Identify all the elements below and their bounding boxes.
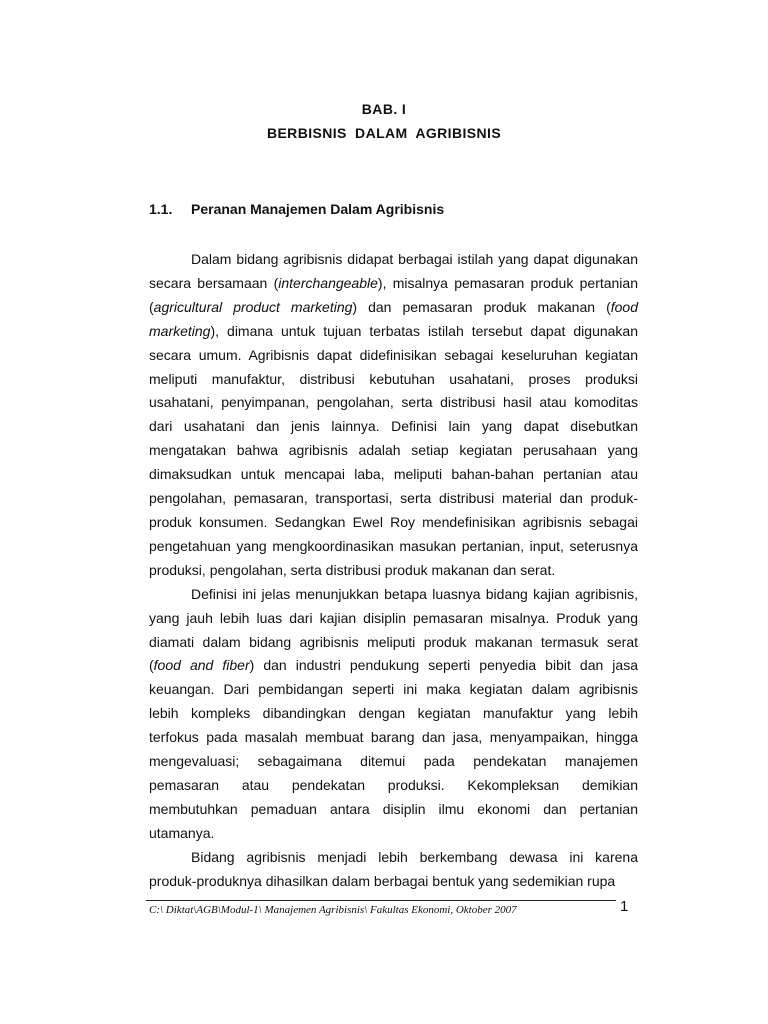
body-line: secara umum. Agribisnis dapat didefinisikan sebagai keseluruhan kegiatan [149, 346, 638, 363]
body-line: pengolahan, pemasaran, transportasi, serta distribusi material dan produk- [149, 490, 638, 507]
section-number: 1.1. [149, 201, 173, 217]
body-line: produksi, pengolahan, serta distribusi produk makanan dan serat. [149, 561, 556, 578]
body-line: pengetahuan yang mengkoordinasikan masukan pertanian, input, seterusnya [149, 537, 638, 554]
body-line: produk konsumen. Sedangkan Ewel Roy mendefinisikan agribisnis sebagai [149, 513, 638, 530]
footer-divider [146, 900, 616, 901]
body-line: produk-produknya dihasilkan dalam berbagai bentuk yang sedemikian rupa [149, 872, 616, 889]
body-line: dimaksudkan untuk mencapai laba, meliputi bahan-bahan pertanian atau [149, 466, 638, 483]
body-line: lebih kompleks dibandingkan dengan kegiatan manufaktur yang lebih [149, 705, 638, 722]
body-line: keuangan. Dari pembidangan seperti ini maka kegiatan dalam agribisnis [149, 681, 638, 698]
body-text [149, 248, 638, 893]
body-line: diamati dalam bidang agribisnis meliputi produk makanan termasuk serat [149, 633, 638, 650]
body-line: secara bersamaan (interchangeable), misalnya pemasaran produk pertanian [149, 274, 638, 291]
italic-term: food and fiber [153, 657, 250, 674]
chapter-title: BERBISNIS DALAM AGRIBISNIS [266, 125, 502, 141]
footer-file-path: C:\ Diktat\AGB\Modul-1\ Manajemen Agribisnis\ Fakultas Ekonomi, Oktober 2007 [149, 904, 517, 916]
body-line: Bidang agribisnis menjadi lebih berkembang dewasa ini karena [191, 848, 638, 865]
body-line: utamanya. [149, 824, 215, 841]
section-heading [149, 201, 444, 217]
italic-term: marketing [149, 322, 211, 339]
body-line: meliputi manufaktur, distribusi kebutuhan usahatani, proses produksi [149, 370, 638, 387]
body-line: yang jauh lebih luas dari kajian disiplin pemasaran misalnya. Produk yang [149, 609, 638, 626]
body-line: pemasaran atau pendekatan produksi. Kekompleksan demikian [149, 776, 638, 793]
body-line: membutuhkan pemaduan antara disiplin ilmu ekonomi dan pertanian [149, 800, 638, 817]
body-line: Dalam bidang agribisnis didapat berbagai istilah yang dapat digunakan [191, 251, 638, 267]
body-line: marketing), dimana untuk tujuan terbatas istilah tersebut dapat digunakan [149, 322, 638, 339]
body-line: (food and fiber) dan industri pendukung seperti penyedia bibit dan jasa [149, 657, 638, 674]
body-line: mengatakan bahwa agribisnis adalah setiap kegiatan perusahaan yang [149, 442, 638, 459]
page-number: 1 [620, 898, 629, 915]
chapter-number: BAB. I [361, 101, 407, 117]
body-line: Definisi ini jelas menunjukkan betapa luasnya bidang kajian agribisnis, [191, 585, 638, 602]
italic-term: interchangeable [278, 274, 378, 291]
body-line: mengevaluasi; sebagaimana ditemui pada pendekatan manajemen [149, 753, 638, 770]
italic-term: food [610, 298, 638, 315]
body-line: usahatani, penyimpanan, pengolahan, serta distribusi hasil atau komoditas [149, 394, 638, 411]
body-line: terfokus pada masalah membuat barang dan jasa, menyampaikan, hingga [149, 729, 638, 746]
italic-term: agricultural product marketing [153, 298, 353, 315]
section-title: Peranan Manajemen Dalam Agribisnis [191, 201, 445, 217]
body-line: (agricultural product marketing) dan pemasaran produk makanan (food [149, 298, 638, 315]
body-line: dari usahatani dan jenis lainnya. Definisi lain yang dapat disebutkan [149, 418, 638, 435]
